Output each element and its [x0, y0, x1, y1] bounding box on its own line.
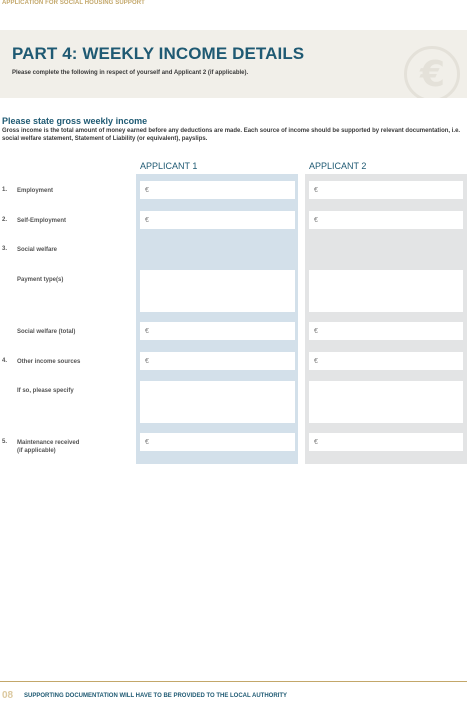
euro-symbol: €: [145, 327, 149, 335]
row-label-self-employment: 2. Self-Employment: [2, 217, 67, 224]
self-employment-applicant-2-input[interactable]: [309, 211, 463, 229]
euro-symbol: €: [145, 357, 149, 365]
footer-note: SUPPORTING DOCUMENTATION WILL HAVE TO BE PROVIDED TO THE LOCAL AUTHORITY: [24, 693, 288, 699]
column-header-applicant-2: APPLICANT 2: [309, 161, 367, 171]
other-income-applicant-2-input[interactable]: [309, 352, 463, 370]
euro-symbol: €: [314, 186, 318, 194]
page-subtitle: Please complete the following in respect of yourself and Applicant 2 (if applicable).: [12, 70, 249, 76]
euro-symbol: €: [314, 438, 318, 446]
row-label-social-welfare-total: Social welfare (total): [17, 329, 76, 335]
employment-applicant-2-input[interactable]: [309, 181, 463, 199]
social-welfare-total-applicant-1-input[interactable]: [140, 322, 295, 340]
page-number: 08: [2, 690, 14, 701]
specify-applicant-2-input[interactable]: [309, 381, 463, 423]
euro-symbol: €: [314, 357, 318, 365]
euro-symbol: €: [145, 438, 149, 446]
payment-types-applicant-1-input[interactable]: [140, 270, 295, 312]
row-label-social-welfare: 3. Social welfare: [2, 246, 58, 253]
employment-applicant-1-input[interactable]: [140, 181, 295, 199]
column-header-applicant-1: APPLICANT 1: [140, 161, 198, 171]
payment-types-applicant-2-input[interactable]: [309, 270, 463, 312]
row-label-specify: If so, please specify: [17, 388, 74, 394]
euro-symbol: €: [145, 216, 149, 224]
row-label-payment-types: Payment type(s): [17, 277, 64, 283]
section-banner: [0, 30, 467, 98]
row-label-other-income: 4. Other income sources: [2, 358, 81, 365]
row-label-maintenance: 5. Maintenance received (if applicable): [2, 439, 80, 454]
footer-divider: [0, 681, 467, 682]
instructions-text: Gross income is the total amount of money earned before any deductions are made. Each source of income should be supported by relevant documentation, i.e. social welfare statement, Statement of Liability (or equivalent), payslips.: [2, 128, 461, 142]
form-header-title: APPLICATION FOR SOCIAL HOUSING SUPPORT: [2, 0, 145, 6]
page-title: PART 4: WEEKLY INCOME DETAILS: [12, 44, 305, 63]
euro-symbol: €: [314, 216, 318, 224]
euro-symbol: €: [314, 327, 318, 335]
specify-applicant-1-input[interactable]: [140, 381, 295, 423]
other-income-applicant-1-input[interactable]: [140, 352, 295, 370]
social-welfare-total-applicant-2-input[interactable]: [309, 322, 463, 340]
instructions-heading: Please state gross weekly income: [2, 116, 148, 126]
euro-icon: €: [420, 54, 446, 95]
euro-symbol: €: [145, 186, 149, 194]
row-label-employment: 1. Employment: [2, 187, 54, 194]
maintenance-applicant-1-input[interactable]: [140, 433, 295, 451]
maintenance-applicant-2-input[interactable]: [309, 433, 463, 451]
self-employment-applicant-1-input[interactable]: [140, 211, 295, 229]
